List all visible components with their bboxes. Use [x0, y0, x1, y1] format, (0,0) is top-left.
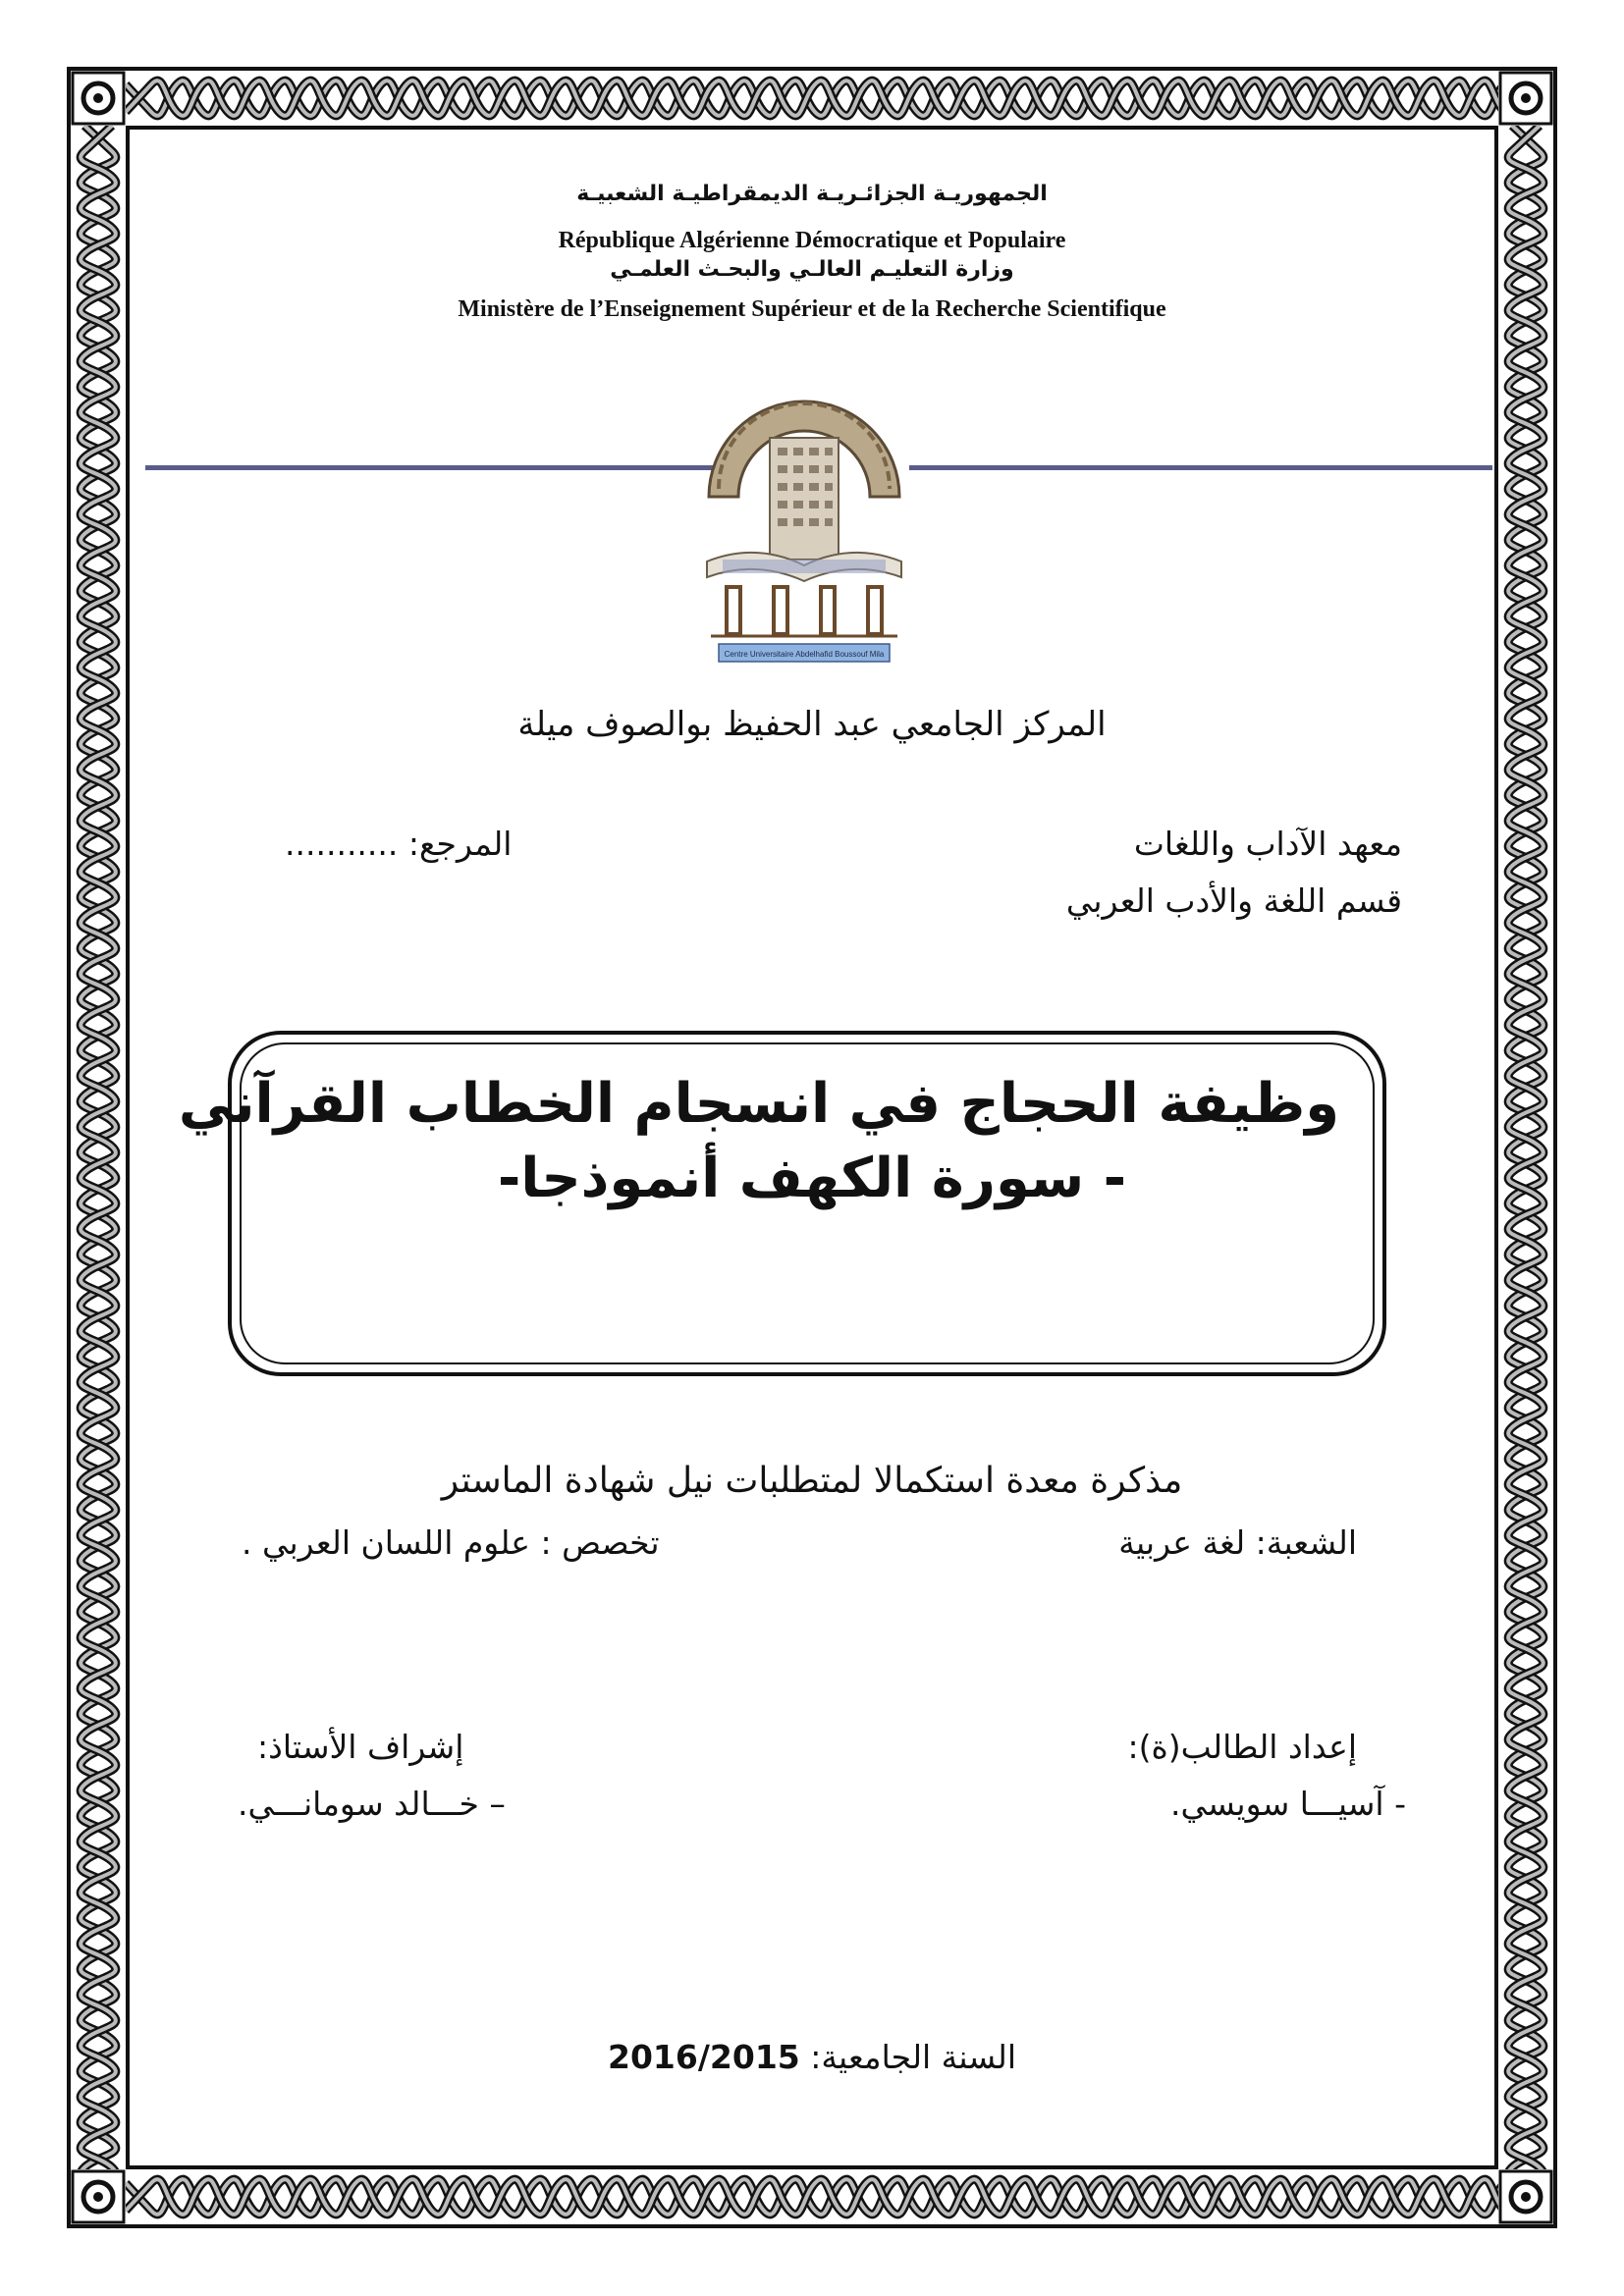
university-arch-logo: [687, 369, 921, 666]
republic-arabic: الجمهوريـة الجزائـريـة الديمقراطيـة الشعبيـة: [576, 182, 1048, 206]
thesis-title: وظيفة الحجاج في انسجام الخطاب القرآني: [178, 1072, 1339, 1136]
specialty-label: تخصص : علوم اللسان العربي .: [242, 1523, 660, 1562]
memo-description: مذكرة معدة استكمالا لمتطلبات نيل شهادة الماستر: [441, 1461, 1183, 1501]
academic-year: [0, 2038, 1624, 2076]
header-divider-left: [145, 465, 715, 470]
frame-corner-ornament: [71, 71, 126, 126]
logo-caption: Centre Universitaire Abdelhafid Boussouf Mila: [724, 650, 885, 659]
republic-french: République Algérienne Démocratique et Populaire: [558, 228, 1066, 253]
header-divider-right: [909, 465, 1492, 470]
thesis-subtitle: - سورة الكهف أنموذجا-: [498, 1147, 1126, 1210]
student-label: إعداد الطالب(ة):: [1127, 1728, 1357, 1766]
ministry-french: Ministère de l’Enseignement Supérieur et de la Recherche Scientifique: [458, 296, 1166, 322]
frame-border-bottom: [126, 2169, 1498, 2224]
frame-corner-ornament: [1498, 71, 1553, 126]
academic-year-value: 2016/2015: [608, 2038, 800, 2076]
frame-corner-ornament: [71, 2169, 126, 2224]
frame-border-top: [126, 71, 1498, 126]
center-name: المركز الجامعي عبد الحفيظ بوالصوف ميلة: [517, 705, 1107, 744]
academic-year-label: السنة الجامعية:: [799, 2038, 1016, 2076]
department-name: قسم اللغة والأدب العربي: [1065, 881, 1402, 920]
reference-label: المرجع: ...........: [285, 825, 513, 863]
frame-corner-ornament: [1498, 2169, 1553, 2224]
supervisor-name: – خـــالد سومانـــي.: [238, 1785, 506, 1823]
student-name: - آسيـــا سويسي.: [1169, 1785, 1406, 1823]
ministry-arabic: وزارة التعليـم العالـي والبحـث العلمـي: [610, 257, 1014, 282]
institute-name: معهد الآداب واللغات: [1133, 825, 1402, 863]
branch-label: الشعبة: لغة عربية: [1118, 1523, 1357, 1562]
supervisor-label: إشراف الأستاذ:: [257, 1728, 464, 1766]
